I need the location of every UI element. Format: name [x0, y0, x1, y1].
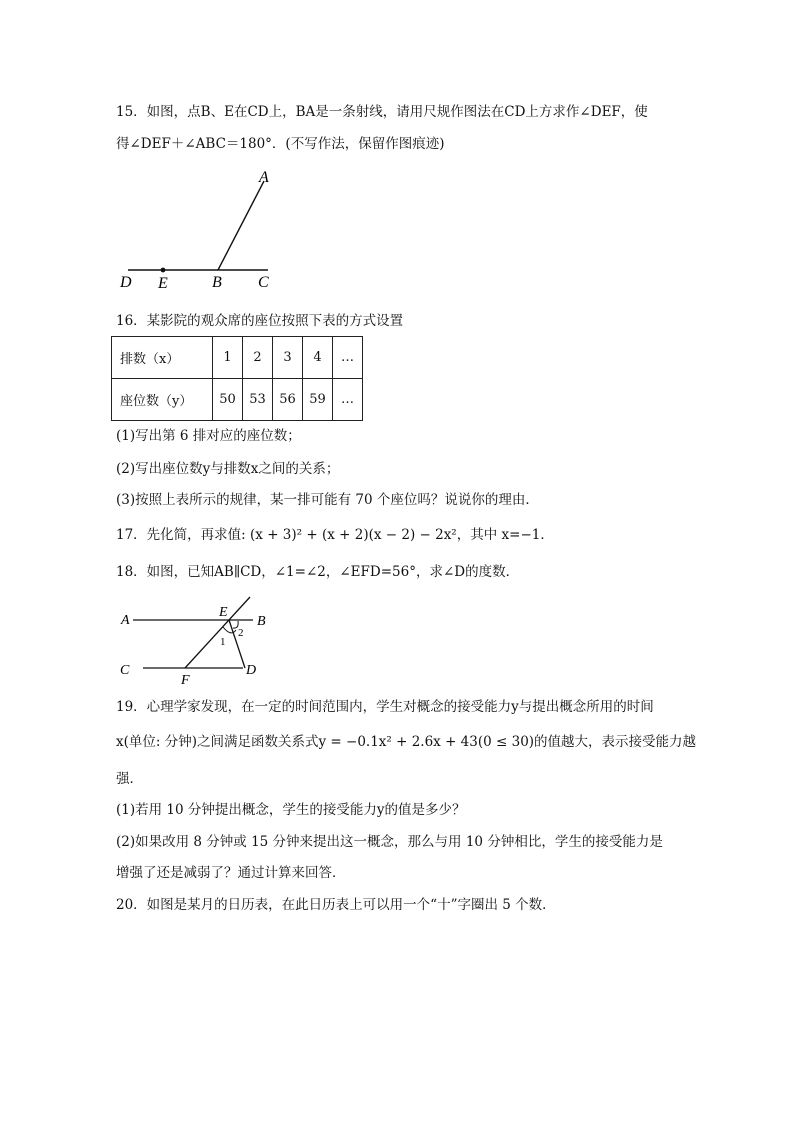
- q19-sub2a: (2)如果改用 8 分钟或 15 分钟来提出这一概念，那么与用 10 分钟相比，学生的接受能力是: [116, 834, 663, 850]
- q15-figure: [110, 165, 290, 295]
- table-cell: 56: [273, 379, 303, 421]
- table-cell: 1: [213, 337, 243, 379]
- q16-sub3: (3)按照上表所示的规律，某一排可能有 70 个座位吗？说说你的理由．: [116, 492, 539, 508]
- label-2: 2: [238, 627, 244, 639]
- table-cell: 4: [303, 337, 333, 379]
- label-c: C: [120, 663, 130, 678]
- label-b: B: [212, 274, 222, 291]
- label-e: E: [158, 275, 168, 292]
- row-header: 排数（x）: [112, 337, 213, 379]
- q19-line2: x(单位: 分钟)之间满足函数关系式y = −0.1x² + 2.6x + 43(0 ≤ 30)的值越大，表示接受能力越: [116, 734, 697, 750]
- q15-line1: 15．如图，点B、E在CD上，BA是一条射线，请用尺规作图法在CD上方求作∠DEF，使: [116, 104, 648, 120]
- q19-line1: 19．心理学家发现，在一定的时间范围内，学生对概念的接受能力y与提出概念所用的时间: [116, 699, 654, 715]
- table-cell: 59: [303, 379, 333, 421]
- table-cell: 53: [243, 379, 273, 421]
- label-e: E: [219, 605, 228, 620]
- point-e: [161, 268, 166, 273]
- table-cell: 3: [273, 337, 303, 379]
- label-d: D: [120, 274, 132, 291]
- label-a: A: [121, 613, 130, 628]
- q20-text: 20．如图是某月的日历表，在此日历表上可以用一个“十”字圈出 5 个数．: [116, 897, 556, 913]
- label-c: C: [258, 274, 269, 291]
- table-cell: 50: [213, 379, 243, 421]
- label-f: F: [181, 673, 190, 685]
- label-d: D: [246, 663, 257, 678]
- q19-line3: 强．: [116, 771, 143, 787]
- label-1: 1: [220, 636, 226, 648]
- q16-sub1: (1)写出第 6 排对应的座位数；: [116, 428, 301, 444]
- q15-line2: 得∠DEF＋∠ABC＝180°．(不写作法，保留作图痕迹): [116, 136, 445, 152]
- q18-figure: [115, 595, 285, 685]
- q16-title: 16．某影院的观众席的座位按照下表的方式设置: [116, 313, 404, 329]
- label-a: A: [259, 169, 269, 186]
- table-row: [112, 337, 363, 379]
- table-cell: …: [333, 337, 363, 379]
- table-cell: 2: [243, 337, 273, 379]
- q18-text: 18．如图，已知AB∥CD，∠1=∠2，∠EFD=56°，求∠D的度数．: [116, 564, 520, 580]
- table-cell: …: [333, 379, 363, 421]
- q19-sub2b: 增强了还是减弱了？通过计算来回答．: [116, 865, 346, 881]
- seat-table: [111, 336, 363, 421]
- q19-sub1: (1)若用 10 分钟提出概念，学生的接受能力y的值是多少？: [116, 802, 466, 818]
- label-b: B: [257, 614, 266, 629]
- ray-ba: [218, 181, 264, 270]
- table-row: [112, 379, 363, 421]
- row-header: 座位数（y）: [112, 379, 213, 421]
- q16-sub2: (2)写出座位数y与排数x之间的关系；: [116, 461, 340, 477]
- q17-text: 17．先化简，再求值: (x + 3)² + (x + 2)(x − 2) − 2x²，其中 x=−1．: [116, 527, 554, 543]
